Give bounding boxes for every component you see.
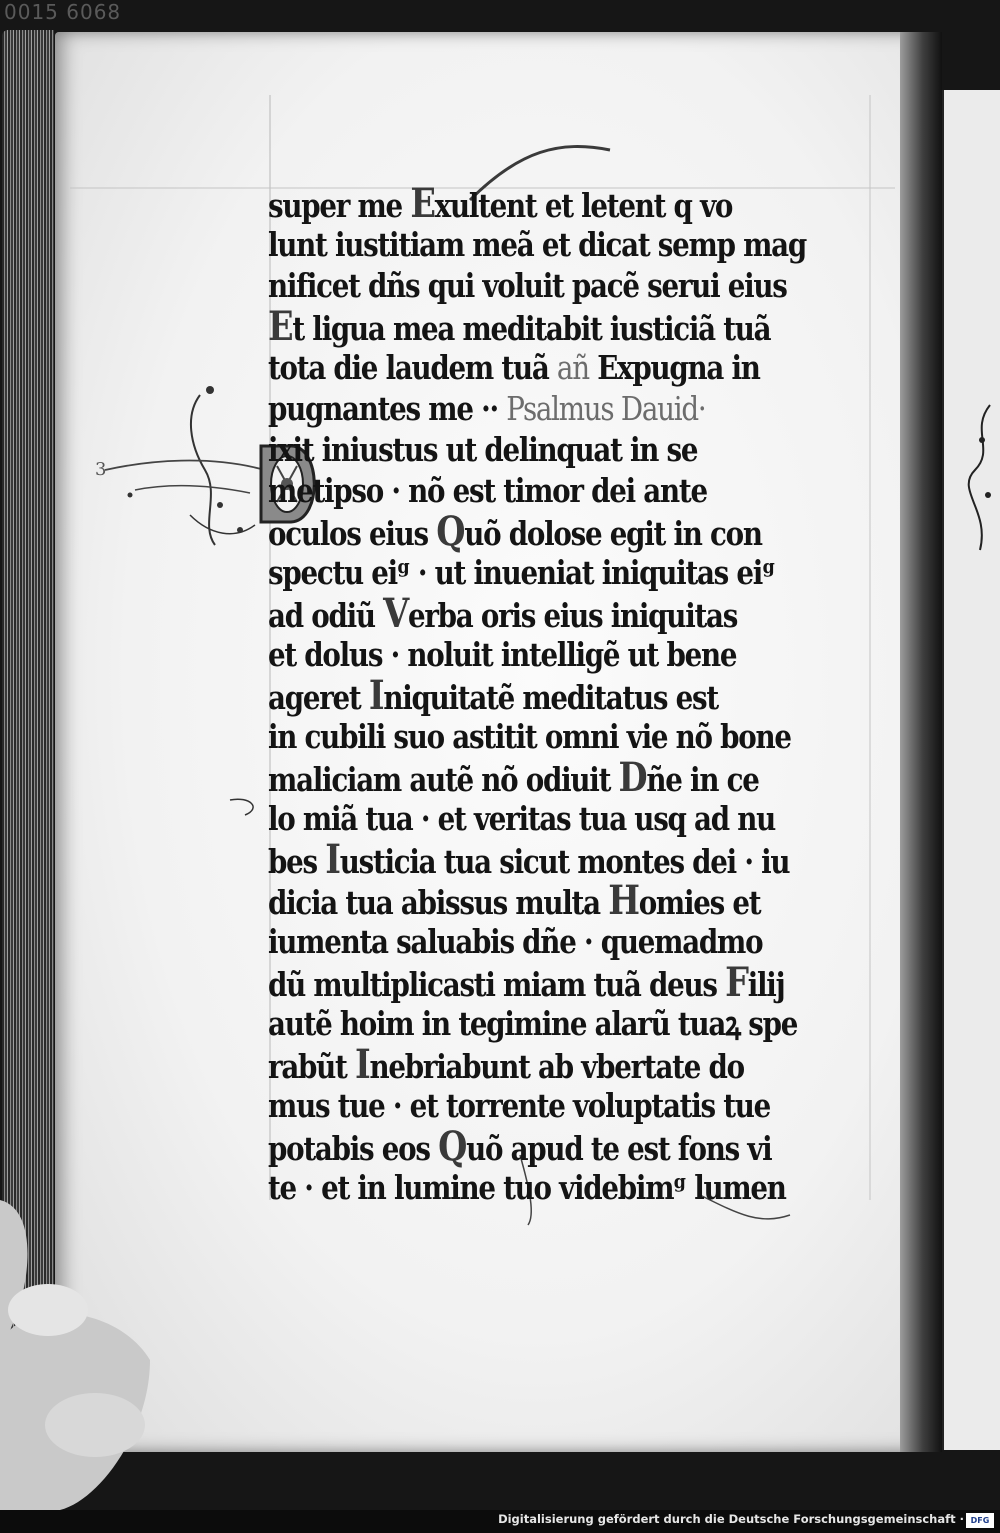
- manuscript-line: [268, 1003, 806, 1044]
- text-segment: ilij: [747, 965, 785, 1004]
- text-segment: maliciam autẽ nõ odiuit: [268, 760, 619, 799]
- manuscript-line: [268, 798, 806, 839]
- text-segment: in cubili suo astitit omni vie nõ bone: [268, 717, 791, 756]
- manuscript-line: [268, 224, 806, 265]
- text-segment: lunt iustitiam meã et dicat semp mag: [268, 225, 806, 264]
- text-segment: uõ apud te est fons vi: [466, 1129, 772, 1168]
- manuscript-line: [268, 754, 806, 801]
- initial-letter: D: [618, 754, 647, 801]
- manuscript-line: [268, 303, 806, 350]
- rubric-text: añ: [556, 348, 589, 387]
- manuscript-line: [268, 1085, 806, 1126]
- text-segment: xultent et letent q vo: [434, 186, 733, 225]
- initial-letter: I: [355, 1041, 370, 1088]
- recto-page-edge: [942, 90, 1000, 1450]
- manuscript-line: [268, 1123, 806, 1170]
- text-segment: nificet dñs qui voluit pacẽ serui eius: [268, 266, 787, 305]
- manuscript-line: [268, 508, 806, 555]
- manuscript-line: [268, 552, 806, 593]
- manuscript-text-block: [268, 180, 908, 1208]
- manuscript-line: [268, 388, 806, 429]
- text-segment: te · et in lumine tuo videbimᵍ lumen: [268, 1168, 786, 1207]
- manuscript-line: [268, 634, 806, 675]
- manuscript-line: [268, 672, 806, 719]
- text-segment: tota die laudem tuã: [268, 348, 557, 387]
- manuscript-line: [268, 180, 806, 227]
- text-segment: ñe in ce: [646, 760, 759, 799]
- text-segment: usticia tua sicut montes dei · iu: [339, 842, 790, 881]
- manuscript-line: [268, 716, 806, 757]
- initial-letter: I: [325, 836, 340, 883]
- manuscript-line: [268, 877, 806, 924]
- text-segment: mus tue · et torrente voluptatis tue: [268, 1086, 771, 1125]
- initial-letter: E: [268, 303, 293, 350]
- text-segment: dicia tua abissus multa: [268, 883, 609, 922]
- text-segment: bes: [268, 842, 326, 881]
- text-segment: potabis eos: [268, 1129, 439, 1168]
- manuscript-line: [268, 921, 806, 962]
- text-segment: autẽ hoim in tegimine alarũ tuaꝝ spe: [268, 1004, 798, 1043]
- text-segment: nebriabunt ab vbertate do: [369, 1047, 744, 1086]
- recto-flourish-fragment: [960, 400, 1000, 560]
- text-segment: ageret: [268, 678, 369, 717]
- text-segment: super me: [268, 186, 411, 225]
- text-segment: erba oris eius iniquitas: [407, 596, 738, 635]
- manuscript-line: [268, 1167, 806, 1208]
- text-segment: t ligua mea meditabit iusticiã tuã: [292, 309, 771, 348]
- initial-letter: I: [368, 672, 384, 719]
- shelfmark: 0015 6068: [4, 0, 122, 24]
- initial-letter: E: [410, 180, 435, 227]
- thumb-holding-page: [0, 1200, 150, 1510]
- text-segment: oculos eius: [268, 514, 437, 553]
- text-segment: metipso · nõ est timor dei ante: [268, 471, 707, 510]
- text-segment: et dolus · noluit intelligẽ ut bene: [268, 635, 737, 674]
- manuscript-line: [268, 959, 806, 1006]
- initial-letter: F: [725, 959, 748, 1006]
- text-segment: omies et: [638, 883, 761, 922]
- manuscript-line: [268, 836, 806, 883]
- text-segment: dũ multiplicasti miam tuã deus: [268, 965, 726, 1004]
- initial-letter: Q: [436, 508, 465, 555]
- manuscript-line: [268, 347, 806, 388]
- text-segment: spectu eiᵍ · ut inueniat iniquitas eiᵍ: [268, 553, 775, 592]
- manuscript-line: [268, 590, 806, 637]
- text-segment: uõ dolose egit in con: [464, 514, 762, 553]
- text-segment: pugnantes me ··: [268, 389, 507, 428]
- text-segment: Expugna in: [588, 348, 760, 387]
- initial-letter: V: [383, 590, 408, 637]
- manuscript-line: [268, 1041, 806, 1088]
- text-segment: niquitatẽ meditatus est: [383, 678, 718, 717]
- text-segment: iumenta saluabis dñe · quemadmo: [268, 922, 763, 961]
- text-segment: ixit iniustus ut delinquat in se: [268, 430, 698, 469]
- initial-letter: H: [608, 877, 639, 924]
- manuscript-line: [268, 429, 806, 470]
- manuscript-line: [268, 265, 806, 306]
- svg-text:3: 3: [95, 459, 107, 480]
- text-segment: lo miã tua · et veritas tua usq ad nu: [268, 799, 776, 838]
- text-segment: ad odiũ: [268, 596, 384, 635]
- text-segment: rabũt: [268, 1047, 356, 1086]
- manuscript-line: [268, 470, 806, 511]
- dfg-logo: DFG: [966, 1513, 994, 1528]
- rubric-text: Psalmus Dauid·: [506, 389, 706, 428]
- initial-letter: Q: [438, 1123, 467, 1170]
- footer-credit: Digitalisierung gefördert durch die Deutsche Forschungsgemeinschaft ·: [498, 1512, 964, 1526]
